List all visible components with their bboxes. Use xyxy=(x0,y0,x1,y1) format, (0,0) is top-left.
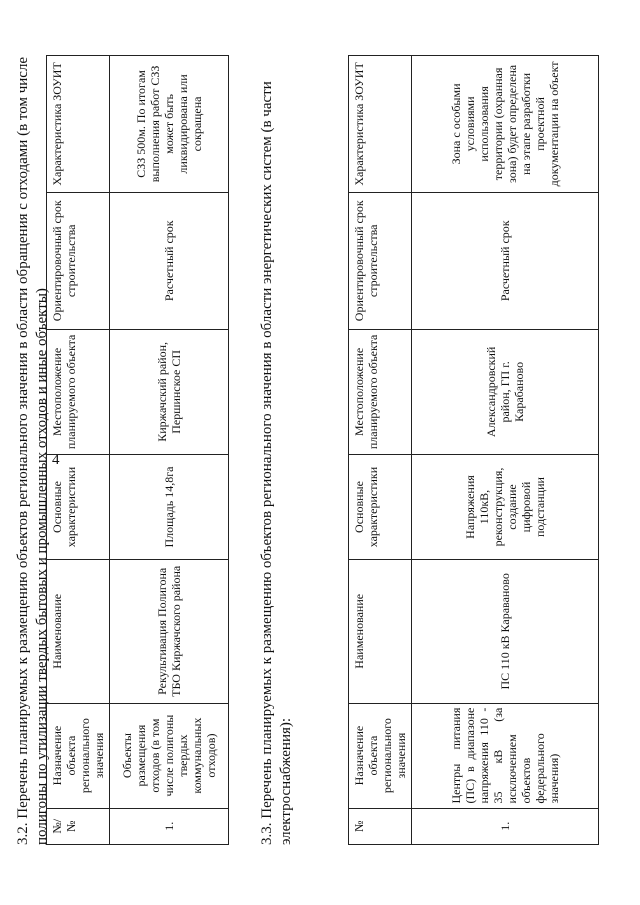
row-deadline: Расчетный срок xyxy=(412,192,599,329)
row-zone: СЗЗ 500м. По итогам выполнения работ СЗЗ может быть ликвидирована или сокращена xyxy=(110,56,229,193)
column-header-name: Наименование xyxy=(349,559,412,703)
row-deadline: Расчетный срок xyxy=(110,192,229,329)
column-header-location: Местоположение планируемого объекта xyxy=(47,329,110,454)
column-header-characteristics: Основные характеристики xyxy=(349,455,412,560)
column-header-deadline: Ориентировочный срок строительства xyxy=(349,192,412,329)
row-location: Александровский район, ГП г. Карабаново xyxy=(412,329,599,454)
column-header-zone: Характеристика ЗОУИТ xyxy=(47,56,110,193)
column-header-purpose: Назначение объекта регионального значения xyxy=(47,703,110,808)
column-header-name: Наименование xyxy=(47,559,110,703)
table-header-row xyxy=(47,56,110,845)
column-header-zone: Характеристика ЗОУИТ xyxy=(349,56,412,193)
column-header-deadline: Ориентировочный срок строительства xyxy=(47,192,110,329)
power-objects-table xyxy=(348,55,599,845)
column-header-location: Местоположение планируемого объекта xyxy=(349,329,412,454)
rotated-content xyxy=(0,45,640,885)
row-characteristics: Напряжения 110кВ, реконструкция, создание цифровой подстанции xyxy=(412,455,599,560)
page-number: 4 xyxy=(52,452,60,468)
table-header-row xyxy=(349,56,412,845)
row-number: 1. xyxy=(412,808,599,844)
row-purpose: Объекты размещения отходов (в том числе полигоны твердых коммунальных отходов) xyxy=(110,703,229,808)
table-row xyxy=(110,56,229,845)
section-3-3-heading: 3.3. Перечень планируемых к размещению объектов регионального значения в области энергетических систем (в части электроснабжения): xyxy=(259,81,294,845)
column-header-purpose: Назначение объекта регионального значения xyxy=(349,703,412,808)
row-name: Рекультивация Полигона ТБО Киржачского района xyxy=(110,559,229,703)
row-zone: Зона с особыми условиями использования территории (охранная зона) будет определена на этапе разработки проектной документации на объект xyxy=(412,56,599,193)
table-row xyxy=(412,56,599,845)
column-header-number: № xyxy=(349,808,412,844)
row-name: ПС 110 кВ Караваново xyxy=(412,559,599,703)
row-characteristics: Площадь 14,8га xyxy=(110,455,229,560)
row-location: Киржачский район, Першинское СП xyxy=(110,329,229,454)
section-3-2-heading: 3.2. Перечень планируемых к размещению объектов регионального значения в области обращения с отходами (в том числе полигоны по утилизации твердых бытовых и промышленных отходов и иные объекты) xyxy=(15,56,50,845)
waste-objects-table xyxy=(46,55,229,845)
column-header-number: №/ № xyxy=(47,808,110,844)
row-purpose: Центры питания (ПС) в диапазоне напряжения 110 - 35 кВ (за исключением объектов федерального значения) xyxy=(412,703,599,808)
column-header-characteristics: Основные характеристики xyxy=(47,455,110,560)
row-number: 1. xyxy=(110,808,229,844)
